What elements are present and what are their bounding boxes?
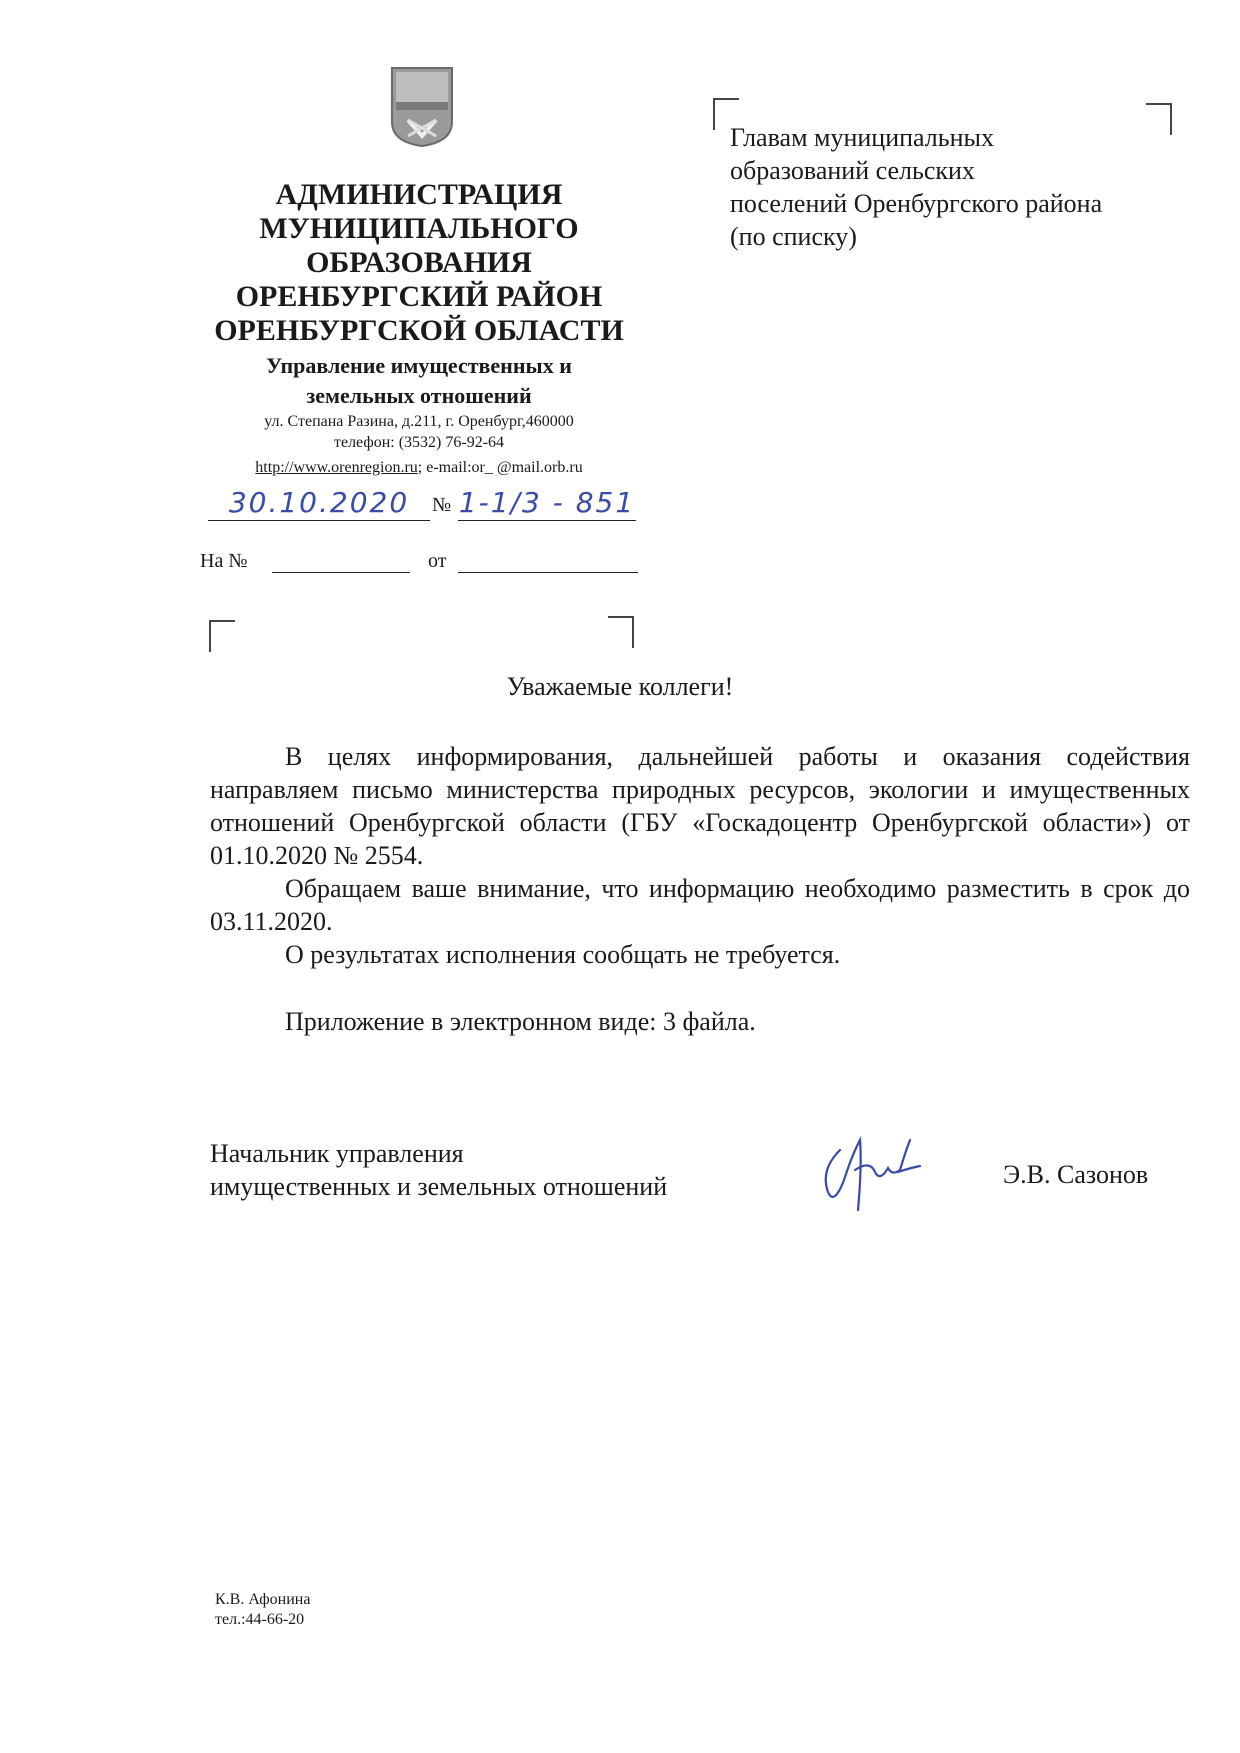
letter-number: 1-1/3 - 851 <box>458 486 636 519</box>
addressee-line-1: Главам муниципальных <box>730 123 995 152</box>
signer-position-line-1: Начальник управления <box>210 1139 464 1168</box>
addressee-line-3: поселений Оренбургского района <box>730 189 1103 218</box>
signer-position <box>210 1137 667 1203</box>
body-paragraph-1: В целях информирования, дальнейшей работы и оказания содействия направляем письмо министерства природных ресурсов, экологии и имущественных отношений Оренбургской области (ГБУ «Госкадоцентр Оренбургской области») от 01.10.2020 № 2554. <box>210 742 1190 870</box>
addressee-line-2: образований сельских <box>730 156 975 185</box>
executor-name: К.В. Афонина <box>215 1591 311 1608</box>
attachment-note: Приложение в электронном виде: 3 файла. <box>285 1007 756 1036</box>
org-email: ; e-mail:or_ @mail.orb.ru <box>417 459 583 476</box>
subject-corner-right <box>608 616 634 648</box>
subject-corner-left <box>209 620 235 652</box>
ref-date-blank <box>458 572 638 573</box>
org-name-line-3: ОБРАЗОВАНИЯ <box>306 246 532 279</box>
org-address: ул. Степана Разина, д.211, г. Оренбург,460000 <box>264 413 574 430</box>
salutation: Уважаемые коллеги! <box>506 672 734 701</box>
org-name-line-5: ОРЕНБУРГСКОЙ ОБЛАСТИ <box>214 314 624 347</box>
org-name-line-2: МУНИЦИПАЛЬНОГО <box>259 212 579 245</box>
org-phone: телефон: (3532) 76-92-64 <box>333 434 505 451</box>
org-name-line-4: ОРЕНБУРГСКИЙ РАЙОН <box>235 280 603 313</box>
org-name-line-1: АДМИНИСТРАЦИЯ <box>275 178 563 211</box>
body-paragraph-2: Обращаем ваше внимание, что информацию необходимо разместить в срок до 03.11.2020. <box>210 874 1190 936</box>
ref-from-label: от <box>428 550 447 572</box>
letter-date: 30.10.2020 <box>208 486 430 521</box>
signer-name: Э.В. Сазонов <box>1003 1160 1149 1189</box>
ref-number-blank <box>272 572 410 573</box>
addressee-block <box>730 121 1200 253</box>
executor-phone: тел.:44-66-20 <box>215 1611 305 1628</box>
signer-position-line-2: имущественных и земельных отношений <box>210 1172 668 1201</box>
body-paragraph-3: О результатах исполнения сообщать не требуется. <box>285 940 841 969</box>
org-website-link[interactable]: http://www.orenregion.ru <box>255 459 418 476</box>
dept-name-line-2: земельных отношений <box>306 383 532 408</box>
coat-of-arms-icon <box>390 66 454 148</box>
dept-name-line-1: Управление имущественных и <box>266 353 572 378</box>
handwritten-signature <box>800 1110 930 1220</box>
number-label: № <box>432 494 452 516</box>
addressee-line-4: (по списку) <box>730 222 857 251</box>
ref-number-label: На № <box>200 550 248 572</box>
executor-block <box>215 1590 310 1630</box>
org-contacts <box>179 458 659 478</box>
